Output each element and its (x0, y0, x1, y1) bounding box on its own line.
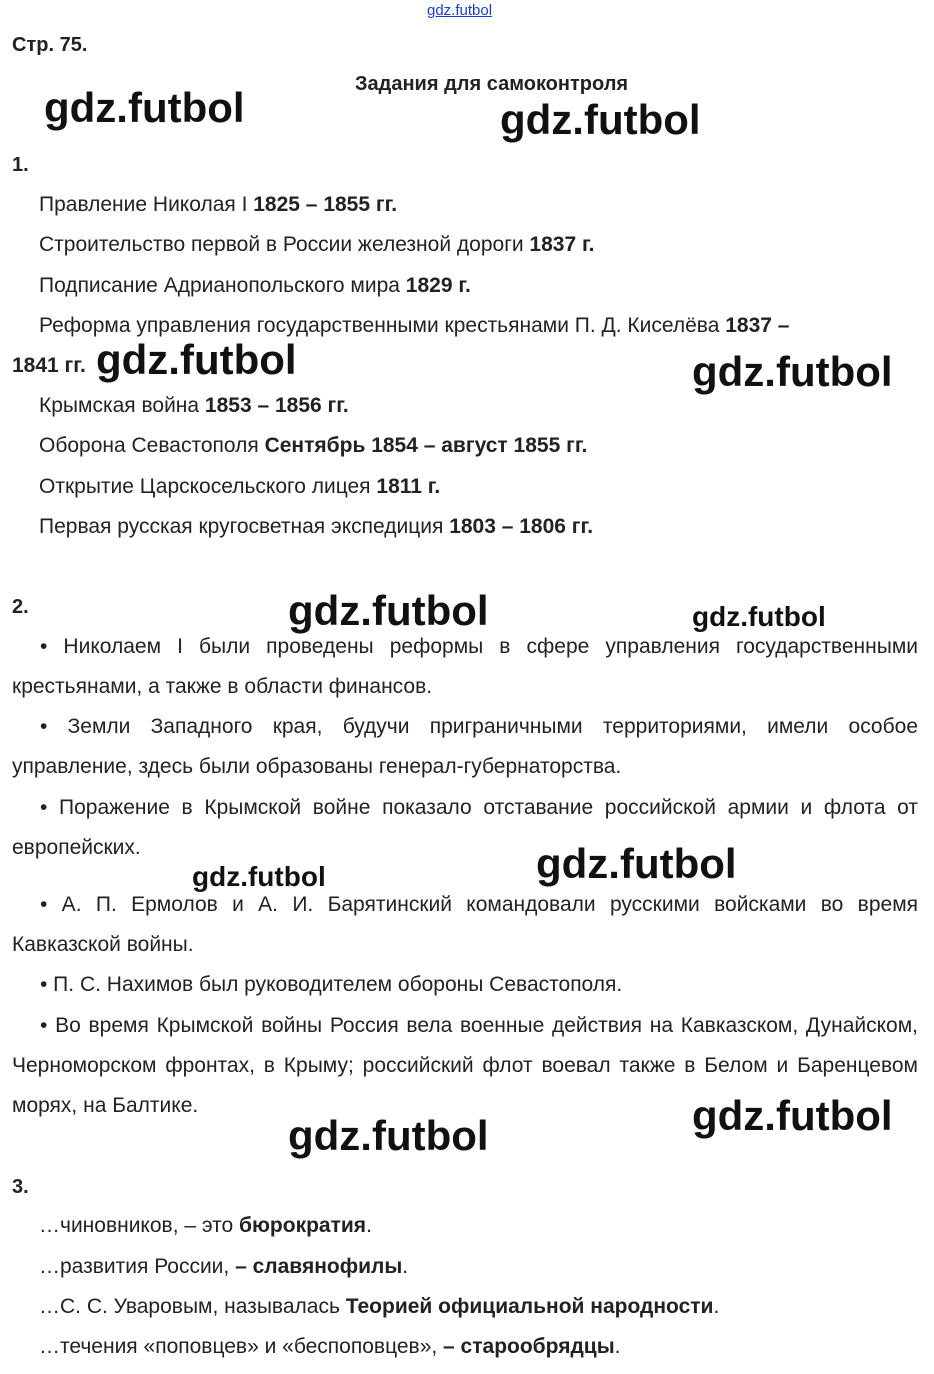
watermark: gdz.futbol (288, 587, 489, 634)
list-item: …течения «поповцев» и «беспоповцев», – старообрядцы. (39, 1335, 621, 1358)
page-number: Стр. 75. (12, 34, 88, 56)
section-1-number: 1. (12, 154, 29, 176)
bullet-paragraph: • А. П. Ермолов и А. И. Барятинский командовали русскими войсками во время Кавказской войны. (12, 893, 918, 956)
watermark: gdz.futbol (288, 1112, 489, 1159)
bullet-paragraph: • Поражение в Крымской войне показало отставание российской армии и флота от европейских. (12, 796, 918, 859)
watermark: gdz.futbol (500, 96, 701, 143)
section-2-number: 2. (12, 596, 29, 618)
bullet-paragraph: • Земли Западного края, будучи приграничными территориями, имели особое управление, здесь были образованы генерал-губернаторства. (12, 715, 918, 778)
section-3-number: 3. (12, 1176, 29, 1198)
list-item: …С. С. Уваровым, называлась Теорией официальной народности. (39, 1295, 720, 1318)
site-header-link[interactable]: gdz.futbol (427, 2, 493, 19)
bullet-paragraph: • Во время Крымской войны Россия вела военные действия на Кавказском, Дунайском, Черноморском фронтах, в Крыму; российский флот воевал также в Белом и Баренцевом морях, на Балтике. (12, 1014, 918, 1117)
list-item: Крымская война 1853 – 1856 гг. (39, 394, 349, 417)
list-item: …развития России, – славянофилы. (39, 1255, 409, 1278)
page-title: Задания для самоконтроля (355, 73, 629, 95)
list-item: Реформа управления государственными крестьянами П. Д. Киселёва 1837 – (39, 314, 790, 337)
bullet-paragraph: • П. С. Нахимов был руководителем обороны Севастополя. (40, 973, 623, 996)
watermark: gdz.futbol (44, 84, 245, 131)
list-item: Открытие Царскосельского лицея 1811 г. (39, 475, 441, 498)
watermark: gdz.futbol (692, 348, 893, 395)
list-item: Строительство первой в России железной дороги 1837 г. (39, 233, 595, 256)
watermark: gdz.futbol (192, 861, 326, 892)
watermark: gdz.futbol (96, 336, 297, 383)
list-item: Первая русская кругосветная экспедиция 1803 – 1806 гг. (39, 515, 594, 538)
list-item: Оборона Севастополя Сентябрь 1854 – август 1855 гг. (39, 434, 588, 457)
watermark: gdz.futbol (692, 601, 826, 632)
watermark: gdz.futbol (536, 840, 737, 887)
list-item: Подписание Адрианопольского мира 1829 г. (39, 274, 471, 297)
watermark: gdz.futbol (692, 1092, 893, 1139)
list-item: Правление Николая I 1825 – 1855 гг. (39, 193, 398, 216)
list-item-continuation: 1841 гг. (12, 354, 86, 377)
list-item: …чиновников, – это бюрократия. (39, 1214, 372, 1237)
bullet-paragraph: • Николаем I были проведены реформы в сфере управления государственными крестьянами, а также в области финансов. (12, 635, 918, 698)
